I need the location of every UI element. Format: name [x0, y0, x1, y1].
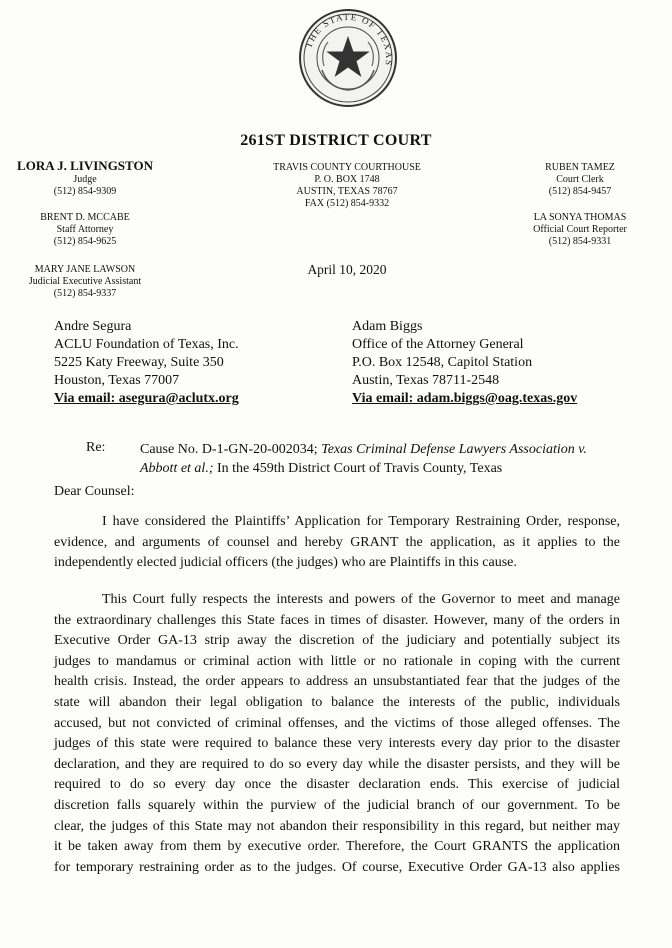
- recipient-org: Office of the Attorney General: [352, 337, 524, 352]
- case-name-part-1: Texas Criminal Defense Lawyers Association v.: [321, 442, 587, 457]
- court-reference: In the 459th District Court of Travis County, Texas: [213, 461, 503, 476]
- recipient-street: 5225 Katy Freeway, Suite 350: [54, 355, 224, 370]
- paragraph-line: state will abandon their legal obligation to balance the interests of the public, individuals: [54, 694, 620, 710]
- staff-court-reporter: [506, 212, 654, 248]
- paragraph-line: it be taken away from them by executive order. Therefore, the Court GRANTS the application: [54, 839, 620, 855]
- courthouse-line: TRAVIS COUNTY COURTHOUSE: [273, 162, 421, 173]
- recipient-right: [352, 318, 577, 408]
- staff-name: BRENT D. MCCABE: [40, 212, 130, 223]
- salutation: Dear Counsel:: [54, 484, 135, 499]
- paragraph-line: judges to mandamus or criminal action with little or no rationale in coping with the current: [54, 653, 620, 669]
- recipient-name: Andre Segura: [54, 319, 132, 334]
- paragraph-line: judges of this state were required to balance these very interests every day prior to the disaster: [54, 736, 620, 752]
- recipient-city: Houston, Texas 77007: [54, 373, 180, 388]
- paragraph-1: [54, 512, 620, 574]
- recipient-email[interactable]: Via email: adam.biggs@oag.texas.gov: [352, 391, 578, 406]
- staff-phone: (512) 854-9331: [548, 236, 612, 247]
- re-label: Re:: [86, 440, 106, 455]
- letter-date: April 10, 2020: [307, 262, 387, 277]
- paragraph-line: accused, but not convicted of criminal offenses, and the victims of those alleged offenses. The: [54, 715, 620, 731]
- staff-judge: [10, 158, 160, 198]
- paragraph-line: I have considered the Plaintiffs’ Application for Temporary Restraining Order, response,: [102, 514, 620, 529]
- staff-title: Official Court Reporter: [533, 224, 627, 235]
- staff-name: LA SONYA THOMAS: [533, 212, 627, 223]
- cause-number: Cause No. D-1-GN-20-002034;: [140, 442, 322, 457]
- staff-name: RUBEN TAMEZ: [545, 162, 615, 173]
- staff-name: LORA J. LIVINGSTON: [17, 158, 153, 173]
- recipient-left: [54, 318, 239, 408]
- staff-phone: (512) 854-9457: [548, 186, 612, 197]
- state-of-texas-seal: [298, 8, 398, 108]
- courthouse-line: AUSTIN, TEXAS 78767: [296, 186, 398, 197]
- court-title: 261ST DISTRICT COURT: [240, 132, 432, 149]
- recipient-city: Austin, Texas 78711-2548: [352, 373, 500, 388]
- paragraph-2: [54, 590, 620, 878]
- staff-name: MARY JANE LAWSON: [34, 264, 136, 275]
- staff-title: Judicial Executive Assistant: [28, 276, 142, 287]
- staff-phone: (512) 854-9625: [53, 236, 117, 247]
- courthouse-line: FAX (512) 854-9332: [304, 198, 390, 209]
- recipient-name: Adam Biggs: [352, 319, 423, 334]
- paragraph-line: clear, the judges of this State may not abandon their responsibility in this regard, but neither may: [54, 818, 620, 834]
- recipient-org: ACLU Foundation of Texas, Inc.: [54, 337, 239, 352]
- paragraph-line: independently elected judicial officers (the judges) who are Plaintiffs in this cause.: [54, 555, 517, 571]
- re-subject: [140, 440, 630, 478]
- paragraph-line: for temporary restraining order as to the judges. Of course, Executive Order GA-13 also applies: [54, 859, 620, 875]
- paragraph-line: required to do so every day once the disaster declaration ends. This exercise of judicial: [54, 777, 620, 793]
- paragraph-line: evidence, and arguments of counsel and hereby GRANT the application, as it applies to the: [54, 534, 620, 550]
- staff-phone: (512) 854-9309: [53, 186, 117, 197]
- paragraph-line: health crisis. Instead, the order appears to address an unsubstantiated fear that the judges of the: [54, 674, 620, 690]
- paragraph-line: discretion falls squarely within the purview of the judicial branch of our government. To be: [54, 797, 620, 813]
- staff-attorney: [10, 212, 160, 248]
- courthouse-line: P. O. BOX 1748: [314, 174, 380, 185]
- paragraph-line: the extraordinary challenges this State faces in times of disaster. However, many of the orders in: [54, 612, 620, 628]
- case-name-part-2: Abbott et al.;: [140, 461, 214, 476]
- paragraph-line: This Court fully respects the interests and powers of the Governor to meet and manage: [102, 592, 620, 607]
- courthouse-address: [236, 162, 458, 210]
- staff-executive-assistant: [10, 264, 160, 300]
- paragraph-line: Executive Order GA-13 strip away the discretion of the judiciary and potentially subject its: [54, 633, 620, 649]
- seal-text: THE STATE OF TEXAS: [303, 11, 395, 68]
- staff-title: Court Clerk: [556, 174, 604, 185]
- paragraph-line: declaration, and they are required to do so every day while the disaster persists, and they will be: [54, 756, 620, 772]
- recipient-street: P.O. Box 12548, Capitol Station: [352, 355, 533, 370]
- recipient-email[interactable]: Via email: asegura@aclutx.org: [54, 391, 239, 406]
- staff-title: Judge: [73, 174, 97, 185]
- staff-court-clerk: [506, 162, 654, 198]
- staff-title: Staff Attorney: [56, 224, 114, 235]
- staff-phone: (512) 854-9337: [53, 288, 117, 299]
